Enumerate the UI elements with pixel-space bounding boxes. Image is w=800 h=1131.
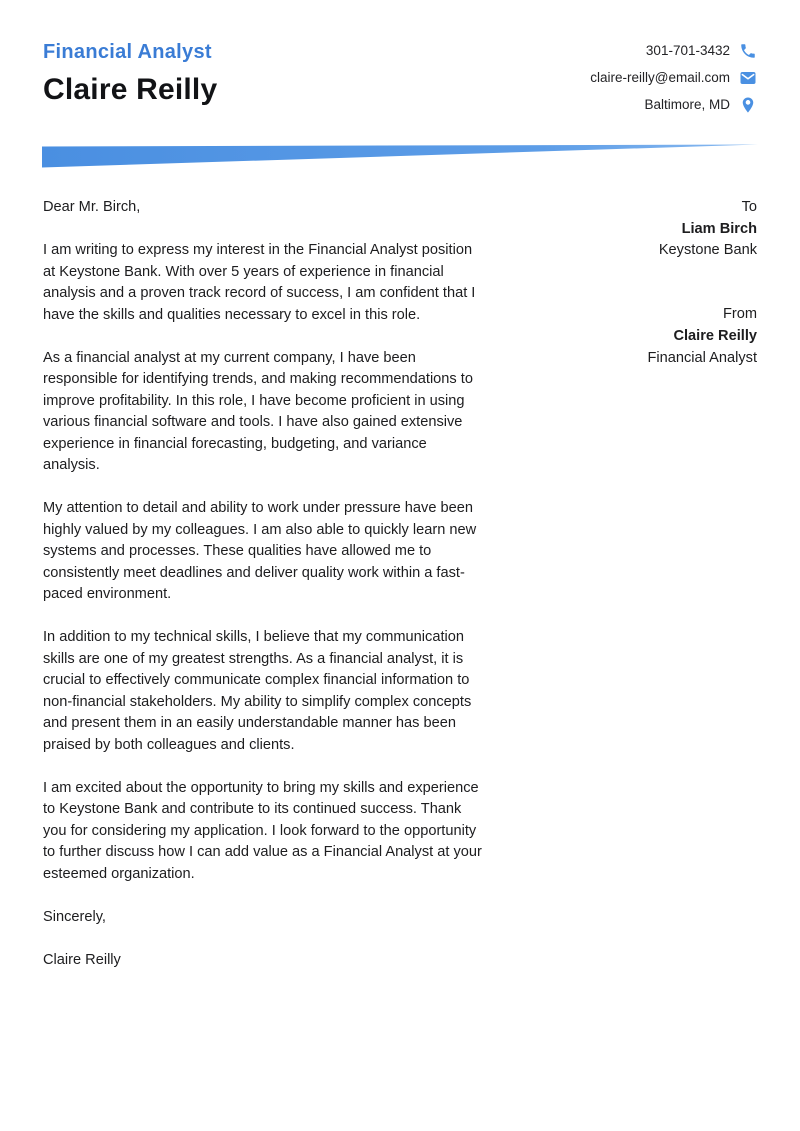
signature: Claire Reilly [43, 951, 121, 968]
closing: Sincerely, [43, 908, 106, 925]
from-label: From [722, 306, 757, 323]
phone-value: 301-701-3432 [645, 43, 730, 58]
letter-content [43, 197, 757, 971]
email-icon [739, 69, 757, 87]
recipient-name: Liam Birch [681, 220, 757, 237]
header-identity [43, 40, 217, 107]
sender-title: Financial Analyst [647, 349, 757, 366]
letter-paragraph: My attention to detail and ability to work under pressure have been highly valued by my colleagues. I am also able to quickly learn new systems and processes. These qualities have allowed me to consistently meet deadlines and deliver quality work within a fast-paced environment. [43, 500, 477, 602]
email-row [590, 69, 757, 87]
recipient-company: Keystone Bank [658, 242, 757, 259]
recipient-block [537, 197, 757, 262]
letter-body [43, 197, 486, 971]
salutation: Dear Mr. Birch, [43, 199, 141, 215]
location-icon [739, 96, 757, 114]
job-title-heading: Financial Analyst [43, 41, 212, 63]
email-value: claire-reilly@email.com [590, 70, 730, 85]
to-label: To [741, 199, 757, 215]
sender-name: Claire Reilly [673, 327, 757, 344]
header-divider [42, 144, 758, 168]
sender-block [537, 304, 757, 369]
candidate-name-heading: Claire Reilly [43, 73, 218, 106]
recipient-sender-panel [537, 197, 757, 971]
letter-paragraph: In addition to my technical skills, I believe that my communication skills are one of my greatest strengths. As a financial analyst, it is crucial to effectively communicate complex financial information to non-financial stakeholders. My ability to simplify complex concepts and present them in an easily understandable manner has been praised by both colleagues and clients. [43, 629, 472, 753]
letter-paragraph: I am excited about the opportunity to bring my skills and experience to Keystone Bank and contribute to its continued success. Thank you for considering my application. I look forward to the opportunity to further discuss how I can add value as a Financial Analyst at your esteemed organization. [43, 779, 482, 882]
header [0, 0, 800, 114]
letter-paragraph: As a financial analyst at my current company, I have been responsible for identifying trends, and making recommendations to improve profitability. In this role, I have become proficient in using various financial software and tools. I have also gained extensive experience in financial forecasting, budgeting, and variance analysis. [43, 349, 473, 473]
letter-paragraph: I am writing to express my interest in the Financial Analyst position at Keystone Bank. With over 5 years of experience in financial analysis and a proven track record of success, I am confident that I have the skills and qualities necessary to excel in this role. [43, 242, 476, 323]
phone-icon [739, 42, 757, 60]
location-row [590, 96, 757, 114]
location-value: Baltimore, MD [644, 97, 730, 112]
phone-row [590, 42, 757, 60]
contact-info [590, 42, 757, 114]
